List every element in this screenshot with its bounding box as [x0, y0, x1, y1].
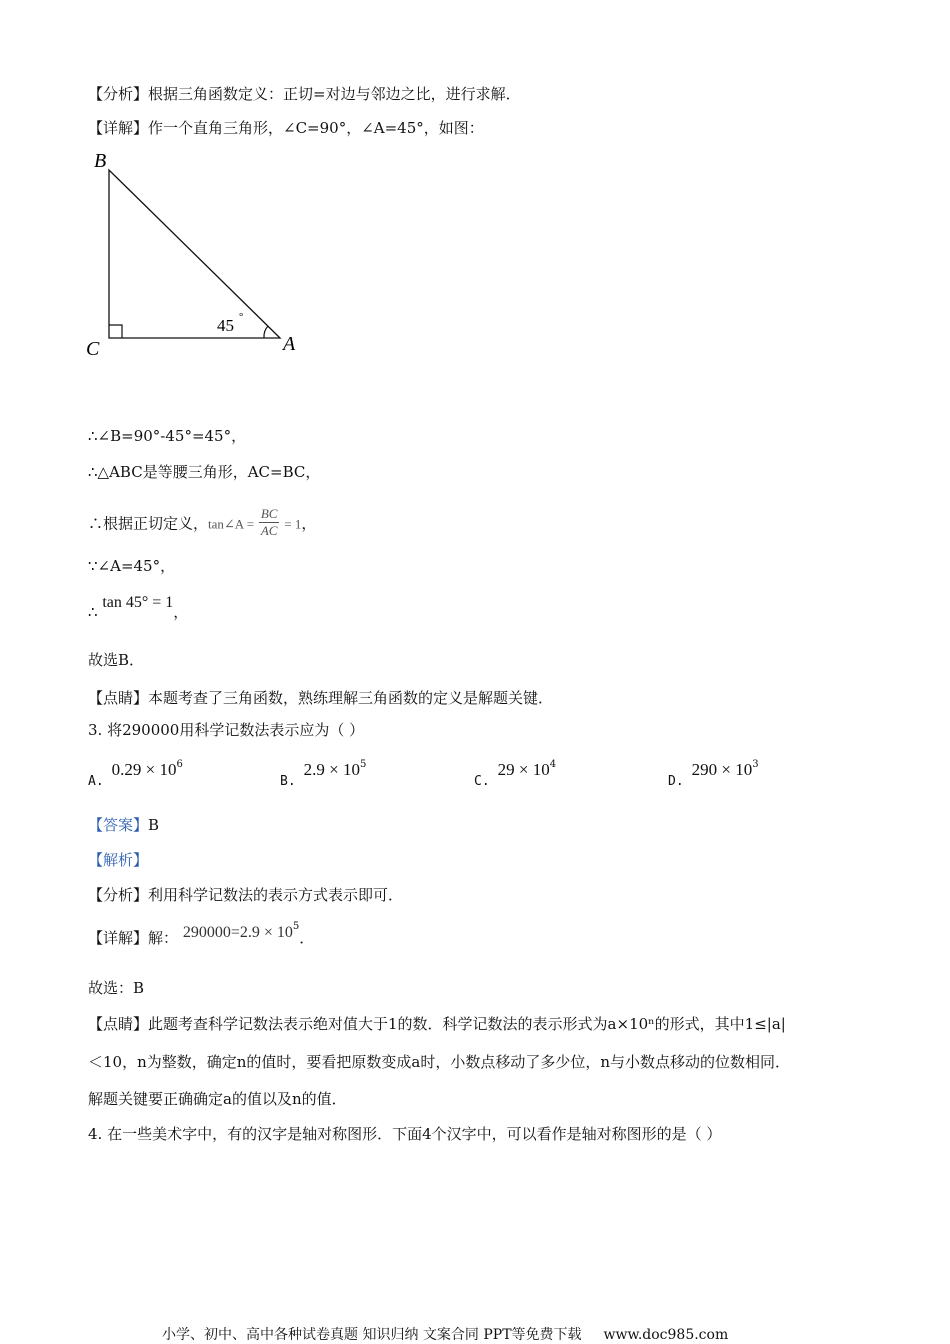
comment-text: 本题考查了三角函数，熟练理解三角函数的定义是解题关键．	[148, 689, 554, 707]
answer-tag: 【答案】	[88, 816, 149, 834]
option-a	[88, 759, 183, 789]
q3-detail-suffix: ．	[299, 929, 315, 947]
detail-text: 作一个直角三角形，∠C=90°，∠A=45°，如图：	[148, 119, 484, 137]
q3-comment-line-1	[88, 1014, 786, 1034]
q3-detail	[88, 921, 315, 949]
detail-tag: 【详解】	[88, 119, 149, 137]
option-b	[280, 759, 367, 789]
option-d-exp: 3	[752, 759, 759, 770]
step-4: ∵∠A=45°，	[88, 557, 176, 575]
option-d	[668, 759, 759, 789]
footer-text: 小学、初中、高中各种试卷真题 知识归纳 文案合同 PPT等免费下载	[162, 1327, 582, 1343]
angle-degree: °	[239, 311, 244, 323]
q3-comment-text-1: 此题考查科学记数法表示绝对值大于1的数．科学记数法的表示形式为a×10ⁿ的形式，其中1≤|a|	[148, 1015, 786, 1033]
option-c	[474, 759, 557, 789]
option-c-base: 29 × 10	[497, 760, 550, 779]
step-1: ∴∠B=90°-45°=45°，	[88, 427, 247, 445]
analysis-text: 根据三角函数定义：正切=对边与邻边之比，进行求解．	[148, 85, 521, 103]
option-a-exp: 6	[176, 759, 183, 770]
option-c-letter: C.	[474, 774, 490, 789]
option-d-letter: D.	[668, 774, 684, 789]
analysis-line	[88, 84, 521, 104]
q3-explain-tag	[88, 850, 148, 870]
footer-url: www.doc985.com	[603, 1327, 729, 1343]
option-c-exp: 4	[549, 759, 557, 770]
analysis-tag: 【分析】	[88, 85, 149, 103]
option-a-letter: A.	[88, 774, 104, 789]
q3-analysis-tag: 【分析】	[88, 886, 149, 904]
q3-comment-line-3: 解题关键要正确确定a的值以及n的值．	[88, 1090, 347, 1108]
triangle-shape	[109, 170, 280, 338]
option-d-base: 290 × 10	[691, 760, 753, 779]
q3-detail-expr: 290000=2.9 × 10	[182, 924, 293, 941]
step-5-suffix: ，	[173, 603, 189, 621]
right-triangle-figure	[80, 145, 320, 365]
q4-question: 4. 在一些美术字中，有的汉字是轴对称图形．下面4个汉字中，可以看作是轴对称图形的是（ ）	[88, 1125, 722, 1143]
step-3-rhs: = 1	[284, 516, 302, 532]
right-angle-mark	[109, 325, 122, 338]
option-b-base: 2.9 × 10	[303, 760, 360, 779]
vertex-label-a: A	[283, 333, 296, 355]
step-3	[88, 508, 316, 541]
q3-detail-prefix: 解：	[148, 929, 179, 947]
option-a-base: 0.29 × 10	[111, 760, 177, 779]
step-2: ∴△ABC是等腰三角形，AC=BC，	[88, 463, 321, 481]
step-3-lhs: tan∠A =	[208, 516, 255, 532]
q2-comment	[88, 688, 553, 708]
comment-tag: 【点睛】	[88, 689, 149, 707]
q2-choice: 故选B．	[88, 651, 145, 669]
explain-tag: 【解析】	[88, 851, 149, 869]
q3-comment-tag: 【点睛】	[88, 1015, 149, 1033]
q3-analysis-text: 利用科学记数法的表示方式表示即可．	[148, 886, 404, 904]
q3-answer	[88, 815, 159, 835]
fraction-denominator: AC	[260, 523, 278, 538]
step-3-prefix: ∴根据正切定义，	[88, 514, 209, 533]
angle-arc	[264, 326, 268, 338]
step-5-expr: tan 45° = 1	[102, 594, 174, 611]
option-b-exp: 5	[360, 759, 367, 770]
q3-question: 3. 将290000用科学记数法表示应为（ ）	[88, 721, 365, 739]
page-footer	[162, 1324, 728, 1344]
angle-label: 45	[217, 316, 234, 335]
option-b-letter: B.	[280, 774, 296, 789]
detail-line	[88, 118, 484, 138]
therefore-symbol: ∴	[88, 603, 98, 621]
q3-analysis	[88, 885, 403, 905]
vertex-label-b: B	[94, 150, 107, 172]
q3-choice: 故选：B	[88, 979, 145, 997]
fraction	[259, 506, 280, 539]
fraction-numerator: BC	[260, 506, 278, 521]
step-5	[88, 592, 189, 621]
q3-comment-line-2: ＜10，n为整数，确定n的值时，要看把原数变成a时，小数点移动了多少位，n与小数点移动的位数相同．	[88, 1053, 791, 1071]
step-3-suffix: ，	[301, 514, 317, 533]
q3-detail-tag: 【详解】	[88, 929, 149, 947]
vertex-label-c: C	[86, 338, 100, 360]
answer-value: B	[148, 816, 160, 834]
q3-detail-exp: 5	[292, 921, 300, 932]
